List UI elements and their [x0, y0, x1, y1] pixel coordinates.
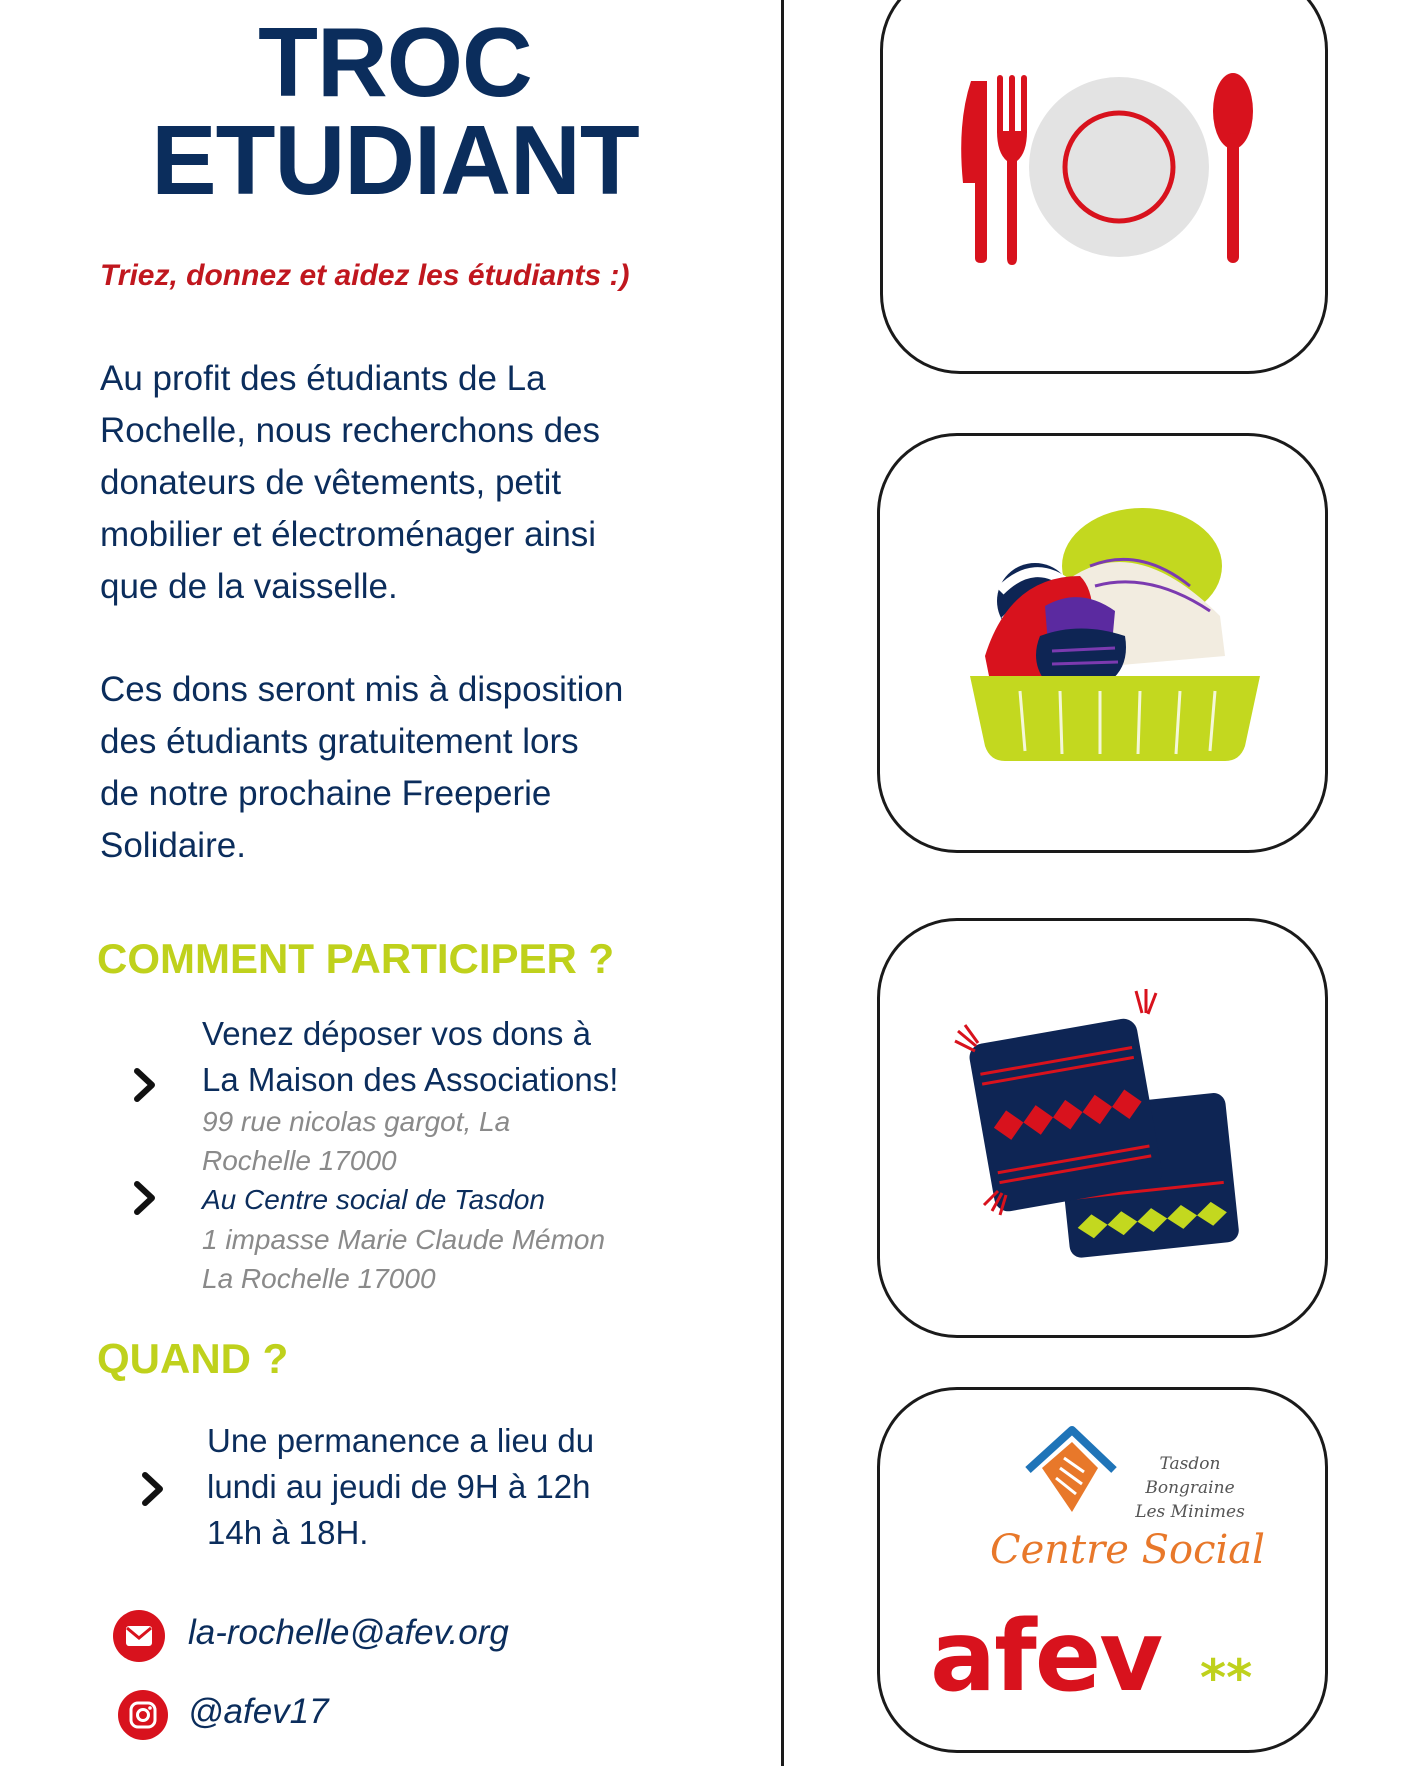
participate-item1-line2: La Maison des Associations!: [202, 1061, 619, 1098]
intro-paragraph-1: [100, 353, 740, 613]
contact-instagram[interactable]: @afev17: [188, 1692, 329, 1731]
participate-item1-line1: Venez déposer vos dons à: [202, 1015, 591, 1052]
intro-p2-line: de notre prochaine Freeperie: [100, 774, 552, 813]
mail-icon: [113, 1610, 165, 1662]
centre-social-locations: [1130, 1452, 1250, 1524]
tableware-icon: [883, 0, 1325, 371]
when-heading: QUAND ?: [97, 1335, 289, 1382]
participate-item2-address2: La Rochelle 17000: [202, 1263, 436, 1294]
title-line-1: TROC: [258, 7, 532, 117]
tagline: Triez, donnez et aidez les étudiants :): [100, 259, 630, 292]
intro-p1-line: mobilier et électroménager ainsi: [100, 515, 597, 554]
afev-logo: afev: [930, 1600, 1162, 1714]
title-line-2: ETUDIANT: [151, 105, 639, 215]
participate-item1-address1: 99 rue nicolas gargot, La: [202, 1106, 511, 1137]
centre-location-line: Les Minimes: [1135, 1502, 1245, 1522]
card-tableware: [880, 0, 1328, 374]
chevron-right-icon: [138, 1469, 168, 1509]
when-line-2: lundi au jeudi de 9H à 12h: [207, 1468, 591, 1505]
intro-p1-line: donateurs de vêtements, petit: [100, 463, 562, 502]
card-pillows: [877, 918, 1328, 1338]
intro-paragraph-2: [100, 664, 740, 872]
when-line-3: 14h à 18H.: [207, 1514, 369, 1551]
intro-p1-line: que de la vaisselle.: [100, 567, 398, 606]
when-line-1: Une permanence a lieu du: [207, 1422, 595, 1459]
participate-item1-address2: Rochelle 17000: [202, 1145, 397, 1176]
card-logos: [877, 1387, 1328, 1753]
participate-item2-name: Au Centre social de Tasdon: [202, 1184, 545, 1215]
svg-text:**: **: [1200, 1655, 1253, 1700]
intro-p2-line: Solidaire.: [100, 826, 246, 865]
centre-location-line: Tasdon: [1159, 1454, 1221, 1474]
instagram-icon: [118, 1690, 168, 1740]
participate-heading: COMMENT PARTICIPER ?: [97, 935, 615, 982]
pillows-icon: [880, 921, 1325, 1335]
centre-social-script: Centre Social: [990, 1527, 1265, 1573]
centre-social-logo-icon: [1020, 1420, 1120, 1520]
intro-p1-line: Au profit des étudiants de La: [100, 359, 546, 398]
afev-stars-icon: [1200, 1655, 1280, 1700]
column-divider: [781, 0, 784, 1766]
participate-item2-address1: 1 impasse Marie Claude Mémon: [202, 1224, 606, 1255]
chevron-right-icon: [130, 1065, 160, 1105]
centre-location-line: Bongraine: [1145, 1478, 1235, 1498]
card-clothes: [877, 433, 1328, 853]
intro-p1-line: Rochelle, nous recherchons des: [100, 411, 601, 450]
chevron-right-icon: [130, 1178, 160, 1218]
intro-p2-line: des étudiants gratuitement lors: [100, 722, 579, 761]
intro-p2-line: Ces dons seront mis à disposition: [100, 670, 624, 709]
clothes-basket-icon: [880, 436, 1325, 850]
contact-email[interactable]: la-rochelle@afev.org: [188, 1613, 509, 1652]
